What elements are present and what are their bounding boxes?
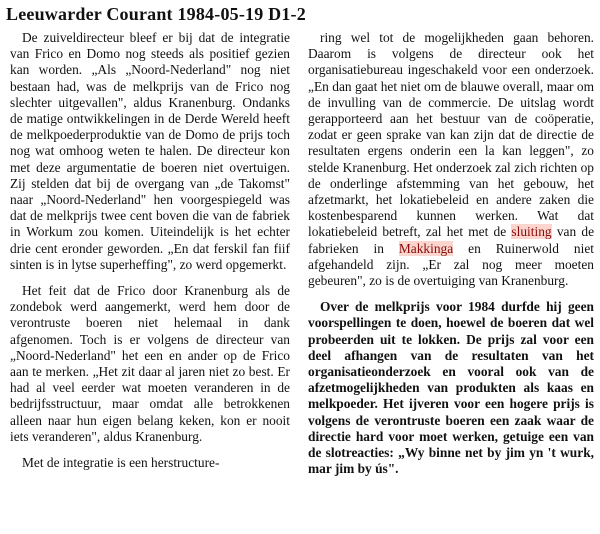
highlight-makkinga: Makkinga (398, 240, 454, 256)
right-text-after: en Ruinerwold niet afgehandeld zijn. „Er zal nog meer moeten gebeuren", zo is de overtuiging van Kranenburg. (308, 240, 594, 289)
right-paragraph-1 (308, 30, 594, 289)
left-column (10, 30, 290, 477)
left-paragraph-2: Het feit dat de Frico door Kranenburg als de zondebok werd aangemerkt, werd hem door de verontruste boeren niet helemaal in dank afgenomen. Toch is er volgens de directeur van „Noord-Nederland" het een en ander op de Frico aan te merken. „Het zit daar al jaren niet zo best. Er had al veel eerder wat moeten veranderen in de bedrijfsstructuur, maar omdat alle betrokkenen alleen naar hun eigen belang keken, kon er nooit iets veranderen", aldus Kranenburg. (10, 283, 290, 444)
clipping-header: Leeuwarder Courant 1984-05-19 D1-2 (6, 4, 306, 24)
left-paragraph-3: Met de integratie is een herstructure- (22, 455, 220, 471)
right-column (308, 30, 594, 487)
right-paragraph-2-bold: Over de melkprijs voor 1984 durfde hij geen voorspellingen te doen, hoewel de boeren dat wel probeerden uit te lokken. De prijs zal voor een deel afhangen van de resultaten van het organisatieonderzoek en vooral ook van de afzetmogelijkheden van produkten als kaas en melkpoeder. Het ijveren voor een hogere prijs is volgens de verontruste boeren een zaak waar de directie hard voor moet werken, getuige een van de slotreacties: „Wy binne net by jim yn 't wurk, mar jim by ús". (308, 299, 594, 477)
left-paragraph-1: De zuiveldirecteur bleef er bij dat de integratie van Frico en Domo nog steeds als positief gezien kan worden. „Als „Noord-Nederland" nog niet bestaan had, was de melkprijs van de Frico nog slechter uitgevallen", aldus Kranenburg. Ondanks de matige ontwikkelingen in de Derde Wereld heeft de melkpoederproduktie van de Domo de prijs toch nog wat omhoog weten te halen. De directeur kon met deze argumentatie de boeren niet overtuigen. Zij stelden dat bij de overgang van „de Takomst" naar „Noord-Nederland" hen voorgespiegeld was dat de melkprijs twee cent boven die van de fabriek in Workum zou komen. Uiteindelijk is het echter drie cent eronder geworden. „En dat ferskil fan fiif sinten is in lytse superheffing", zo werd opgemerkt. (10, 30, 290, 272)
right-text-before: ring wel tot de mogelijkheden gaan behoren. Daarom is volgens de directeur ook het organisatiebureau ingeschakeld voor een onderzoek. „En dan gaat het niet om de blauwe overall, maar om de invulling van de commercie. De uitslag wordt gerapporteerd aan het bestuur van de coöperatie, zodat er geen sprake van kan zijn dat de directie de resultaten ergens onderin een la kan leggen", zo stelde Kranenburg. Het onderzoek zal zich richten op de onderlinge afstemming van het gebouw, het afzetmarkt, het lokatiebeleid en andere zaken die kostenbesparend kunnen werken. Wat dat lokatiebeleid betreft, zal het met de (308, 30, 594, 240)
highlight-sluiting: sluiting (511, 224, 552, 240)
right-text-middle: van de fabrieken in (308, 224, 595, 256)
